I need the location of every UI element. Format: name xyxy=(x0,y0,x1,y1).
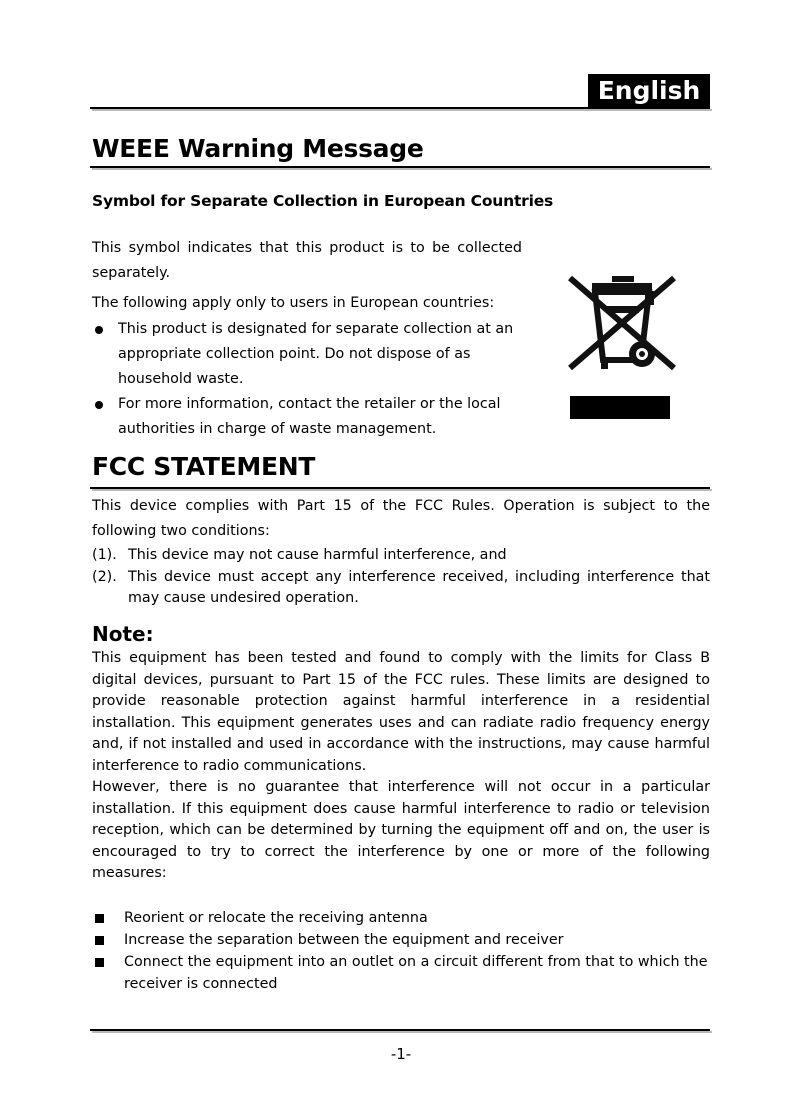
measure-text: Reorient or relocate the receiving antenna xyxy=(124,910,428,926)
list-item xyxy=(92,392,542,442)
condition-text: This device must accept any interference received, including interference that may cause undesired operation. xyxy=(128,568,710,606)
weee-bullet-text: For more information, contact the retailer or the local authorities in charge of waste management. xyxy=(118,396,501,437)
fcc-measures-list xyxy=(92,907,710,995)
bullet-square-icon xyxy=(95,936,104,945)
bullet-square-icon xyxy=(95,914,104,923)
measure-text: Connect the equipment into an outlet on a circuit different from that to which the receiver is connected xyxy=(124,954,708,992)
list-item xyxy=(92,929,710,951)
list-item xyxy=(92,951,710,995)
list-item xyxy=(92,907,710,929)
bullet-dot-icon xyxy=(95,401,103,409)
bullet-square-icon xyxy=(95,958,104,967)
weee-black-bar xyxy=(570,396,670,419)
condition-number: (2). xyxy=(92,568,117,585)
language-badge: English xyxy=(588,74,710,107)
fcc-condition-1 xyxy=(92,545,710,567)
page-number: -1- xyxy=(390,1045,412,1063)
fcc-intro-paragraph: This device complies with Part 15 of the FCC Rules. Operation is subject to the following two conditions: xyxy=(92,498,710,539)
weee-bullet-text: This product is designated for separate collection at an appropriate collection point. Do not dispose of as household waste. xyxy=(118,321,514,387)
fcc-condition-2 xyxy=(92,567,710,610)
condition-number: (1). xyxy=(92,547,117,563)
crossed-out-wheelie-bin-icon xyxy=(562,264,682,384)
measure-text: Increase the separation between the equipment and receiver xyxy=(124,932,564,948)
weee-heading-divider xyxy=(90,166,710,170)
weee-bullet-list xyxy=(92,317,542,442)
weee-paragraph-2: The following apply only to users in European countries: xyxy=(92,295,495,311)
fcc-heading: FCC STATEMENT xyxy=(92,452,316,481)
weee-heading: WEEE Warning Message xyxy=(92,134,424,163)
bullet-dot-icon xyxy=(95,326,103,334)
header-divider xyxy=(90,107,710,111)
weee-subheading: Symbol for Separate Collection in European Countries xyxy=(92,192,554,210)
footer-divider xyxy=(90,1029,710,1033)
note-paragraph-1: This equipment has been tested and found to comply with the limits for Class B digital devices, pursuant to Part 15 of the FCC rules. These limits are designed to provide reasonable protection against harmful interference in a residential installation. This equipment generates uses and can radiate radio frequency energy and, if not installed and used in accordance with the instructions, may cause harmful interference to radio communications. xyxy=(92,650,710,774)
weee-paragraph-1: This symbol indicates that this product is to be collected separately. xyxy=(92,240,522,281)
fcc-heading-divider xyxy=(90,487,710,491)
note-body xyxy=(92,648,710,885)
note-heading: Note: xyxy=(92,622,154,646)
condition-text: This device may not cause harmful interference, and xyxy=(128,547,507,563)
fcc-conditions-list xyxy=(92,545,710,610)
note-paragraph-2: However, there is no guarantee that interference will not occur in a particular installation. If this equipment does cause harmful interference to radio or television reception, which can be determined by turning the equipment off and on, the user is encouraged to try to correct the interference by one or more of the following measures: xyxy=(92,779,710,881)
list-item xyxy=(92,317,542,392)
